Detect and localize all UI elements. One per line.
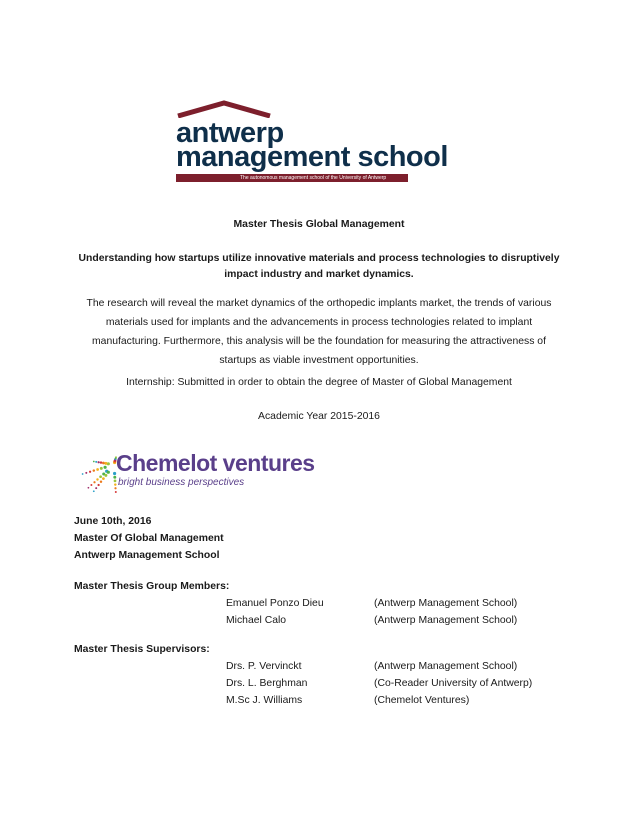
supervisor-name: Drs. L. Berghman [226, 678, 308, 689]
swirl-dot [114, 480, 117, 483]
swirl-dot [100, 461, 102, 463]
supervisor-affiliation: (Co-Reader University of Antwerp) [374, 678, 533, 689]
swirl-dot [93, 461, 95, 463]
swirl-dot [93, 481, 95, 483]
swirl-dot [96, 468, 99, 471]
swirl-dot [114, 487, 116, 489]
abstract-line-4: startups as viable investment opportunities. [219, 355, 419, 366]
swirl-dot [104, 474, 107, 477]
roof-icon [176, 100, 272, 118]
members-heading: Master Thesis Group Members: [74, 581, 230, 592]
swirl-dot [82, 473, 84, 475]
swirl-dot [100, 467, 103, 470]
swirl-dot [85, 472, 87, 474]
member-name: Michael Calo [226, 615, 287, 626]
swirl-dot [115, 491, 117, 493]
logo-text-management-school: management school [176, 141, 448, 173]
antwerp-management-school-logo [176, 100, 448, 184]
swirl-dot [104, 466, 107, 469]
swirl-dot [88, 487, 90, 489]
swirl-dot [95, 487, 97, 489]
abstract-line-1: The research will reveal the market dynamics of the orthopedic implants market, the trends of various [86, 298, 552, 309]
submission-date: June 10th, 2016 [74, 516, 152, 527]
supervisor-affiliation: (Chemelot Ventures) [374, 695, 470, 706]
swirl-dot [89, 471, 91, 473]
swirl-dot [104, 462, 107, 465]
supervisor-name: Drs. P. Vervinckt [226, 661, 302, 672]
abstract-line-2: materials used for implants and the advancements in process technologies related to implant [105, 317, 533, 328]
swirl-dot [93, 469, 95, 471]
swirl-dot [107, 471, 110, 474]
subtitle-line-2: impact industry and market dynamics. [224, 269, 414, 280]
swirl-dot [102, 462, 105, 465]
swirl-dot [114, 483, 116, 485]
swirl-dot [99, 475, 102, 478]
swirl-dot [90, 484, 92, 486]
logo-text-antwerp: antwerp [176, 117, 284, 149]
chemelot-dot-swirl-icon [74, 438, 118, 494]
member-affiliation: (Antwerp Management School) [374, 598, 518, 609]
swirl-dot [102, 477, 105, 480]
swirl-dot [97, 484, 99, 486]
swirl-dot [93, 490, 95, 492]
academic-year: Academic Year 2015-2016 [258, 411, 380, 422]
supervisor-name: M.Sc J. Williams [226, 695, 303, 706]
chemelot-logo-name: Chemelot ventures [116, 450, 315, 476]
abstract-line-3: manufacturing. Furthermore, this analysis will be the foundation for measuring the attractiveness of [92, 336, 546, 347]
supervisors-heading: Master Thesis Supervisors: [74, 644, 210, 655]
internship-statement: Internship: Submitted in order to obtain the degree of Master of Global Management [126, 377, 512, 388]
logo-tagline: The autonomous management school of the University of Antwerp [240, 175, 387, 181]
swirl-dot [96, 478, 98, 480]
chemelot-logo-tagline: bright business perspectives [118, 477, 245, 488]
swirl-dot [97, 461, 99, 463]
subtitle-line-1: Understanding how startups utilize innovative materials and process technologies to disruptively [78, 253, 560, 264]
document-title: Master Thesis Global Management [233, 219, 405, 230]
member-name: Emanuel Ponzo Dieu [226, 598, 324, 609]
swirl-dot [95, 461, 97, 463]
chemelot-ventures-logo [74, 438, 315, 494]
supervisor-affiliation: (Antwerp Management School) [374, 661, 518, 672]
program-name: Master Of Global Management [74, 533, 224, 544]
swirl-dot [100, 481, 102, 483]
school-name: Antwerp Management School [74, 550, 220, 561]
member-affiliation: (Antwerp Management School) [374, 615, 518, 626]
